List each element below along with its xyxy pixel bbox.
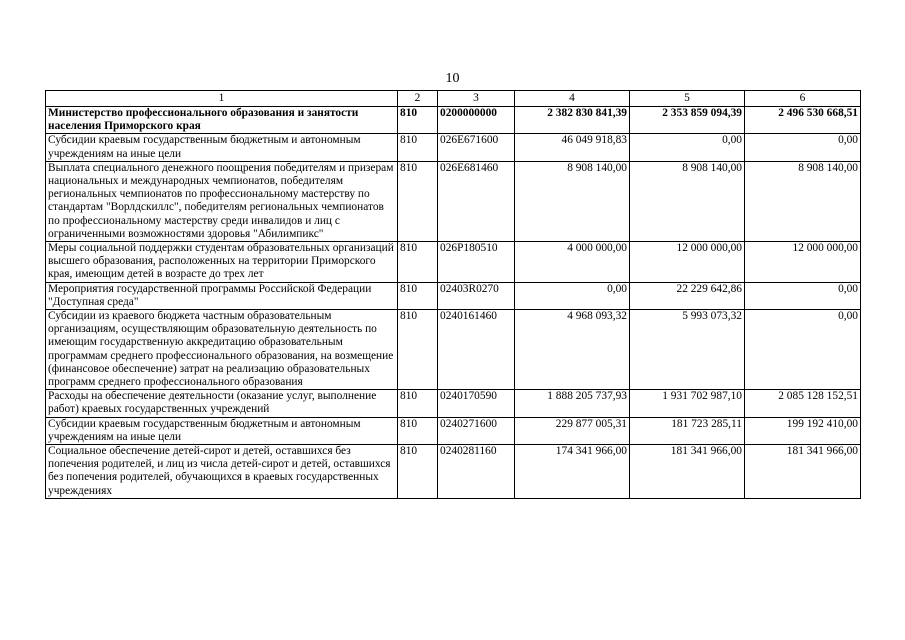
column-header: 4 xyxy=(515,91,630,107)
amount-col6-cell: 2 496 530 668,51 xyxy=(745,107,861,134)
amount-col6-cell: 2 085 128 152,51 xyxy=(745,390,861,417)
amount-col6-cell: 199 192 410,00 xyxy=(745,417,861,444)
amount-col4-cell: 2 382 830 841,39 xyxy=(515,107,630,134)
expense-code-cell: 026P180510 xyxy=(438,242,515,283)
expense-code-cell: 0200000000 xyxy=(438,107,515,134)
ministry-code-cell: 810 xyxy=(398,417,438,444)
amount-col5-cell: 22 229 642,86 xyxy=(630,282,745,309)
amount-col5-cell: 5 993 073,32 xyxy=(630,310,745,390)
amount-col4-cell: 229 877 005,31 xyxy=(515,417,630,444)
amount-col4-cell: 0,00 xyxy=(515,282,630,309)
expense-code-cell: 0240271600 xyxy=(438,417,515,444)
column-header: 1 xyxy=(46,91,398,107)
amount-col6-cell: 0,00 xyxy=(745,310,861,390)
row-name-cell: Меры социальной поддержки студентам образовательных организаций высшего образования, расположенных на территории Приморского края, имеющим детей в возрасте до трех лет xyxy=(46,242,398,283)
amount-col4-cell: 174 341 966,00 xyxy=(515,445,630,499)
ministry-code-cell: 810 xyxy=(398,161,438,241)
amount-col5-cell: 181 723 285,11 xyxy=(630,417,745,444)
table-row xyxy=(46,161,861,241)
row-name-cell: Министерство профессионального образования и занятости населения Приморского края xyxy=(46,107,398,134)
ministry-code-cell: 810 xyxy=(398,310,438,390)
table-row xyxy=(46,310,861,390)
column-header: 5 xyxy=(630,91,745,107)
amount-col5-cell: 2 353 859 094,39 xyxy=(630,107,745,134)
amount-col6-cell: 12 000 000,00 xyxy=(745,242,861,283)
expense-code-cell: 0240161460 xyxy=(438,310,515,390)
expense-code-cell: 026E671600 xyxy=(438,134,515,161)
amount-col4-cell: 4 968 093,32 xyxy=(515,310,630,390)
amount-col6-cell: 0,00 xyxy=(745,134,861,161)
budget-table xyxy=(45,90,861,499)
table-row xyxy=(46,445,861,499)
amount-col5-cell: 12 000 000,00 xyxy=(630,242,745,283)
expense-code-cell: 026E681460 xyxy=(438,161,515,241)
table-row xyxy=(46,282,861,309)
amount-col6-cell: 181 341 966,00 xyxy=(745,445,861,499)
ministry-code-cell: 810 xyxy=(398,390,438,417)
ministry-code-cell: 810 xyxy=(398,445,438,499)
expense-code-cell: 02403R0270 xyxy=(438,282,515,309)
amount-col5-cell: 0,00 xyxy=(630,134,745,161)
row-name-cell: Субсидии краевым государственным бюджетным и автономным учреждениям на иные цели xyxy=(46,134,398,161)
ministry-code-cell: 810 xyxy=(398,242,438,283)
amount-col4-cell: 4 000 000,00 xyxy=(515,242,630,283)
amount-col4-cell: 46 049 918,83 xyxy=(515,134,630,161)
amount-col6-cell: 0,00 xyxy=(745,282,861,309)
row-name-cell: Субсидии краевым государственным бюджетным и автономным учреждениям на иные цели xyxy=(46,417,398,444)
ministry-code-cell: 810 xyxy=(398,107,438,134)
row-name-cell: Расходы на обеспечение деятельности (оказание услуг, выполнение работ) краевых государственных учреждений xyxy=(46,390,398,417)
column-number-row xyxy=(46,91,861,107)
row-name-cell: Субсидии из краевого бюджета частным образовательным организациям, осуществляющим образовательную деятельность по имеющим государственную аккредитацию образовательным программам среднего профессионального образования, на возмещение (финансовое обеспечение) затрат на реализацию образовательных программ среднего профессионального образования xyxy=(46,310,398,390)
expense-code-cell: 0240170590 xyxy=(438,390,515,417)
expense-code-cell: 0240281160 xyxy=(438,445,515,499)
amount-col4-cell: 1 888 205 737,93 xyxy=(515,390,630,417)
row-name-cell: Социальное обеспечение детей-сирот и детей, оставшихся без попечения родителей, и лиц из числа детей-сирот и детей, оставшихся без попечения родителей, обучающихся в краевых государственных учреждениях xyxy=(46,445,398,499)
table-row xyxy=(46,242,861,283)
table-row xyxy=(46,390,861,417)
column-header: 6 xyxy=(745,91,861,107)
page-number: 10 xyxy=(445,71,460,86)
table-row xyxy=(46,134,861,161)
amount-col5-cell: 181 341 966,00 xyxy=(630,445,745,499)
column-header: 3 xyxy=(438,91,515,107)
row-name-cell: Выплата специального денежного поощрения победителям и призерам национальных и международных чемпионатов, победителям региональных чемпионатов по профессиональному мастерству по стандартам "Ворлдскиллс", победителям региональных чемпионатов по профессиональному мастерству среди инвалидов и лиц с ограниченными возможностями здоровья "Абилимпикс" xyxy=(46,161,398,241)
ministry-code-cell: 810 xyxy=(398,282,438,309)
ministry-code-cell: 810 xyxy=(398,134,438,161)
amount-col5-cell: 1 931 702 987,10 xyxy=(630,390,745,417)
table-row xyxy=(46,417,861,444)
amount-col5-cell: 8 908 140,00 xyxy=(630,161,745,241)
amount-col4-cell: 8 908 140,00 xyxy=(515,161,630,241)
column-header: 2 xyxy=(398,91,438,107)
table-row xyxy=(46,107,861,134)
row-name-cell: Мероприятия государственной программы Российской Федерации "Доступная среда" xyxy=(46,282,398,309)
table-body xyxy=(46,107,861,499)
amount-col6-cell: 8 908 140,00 xyxy=(745,161,861,241)
